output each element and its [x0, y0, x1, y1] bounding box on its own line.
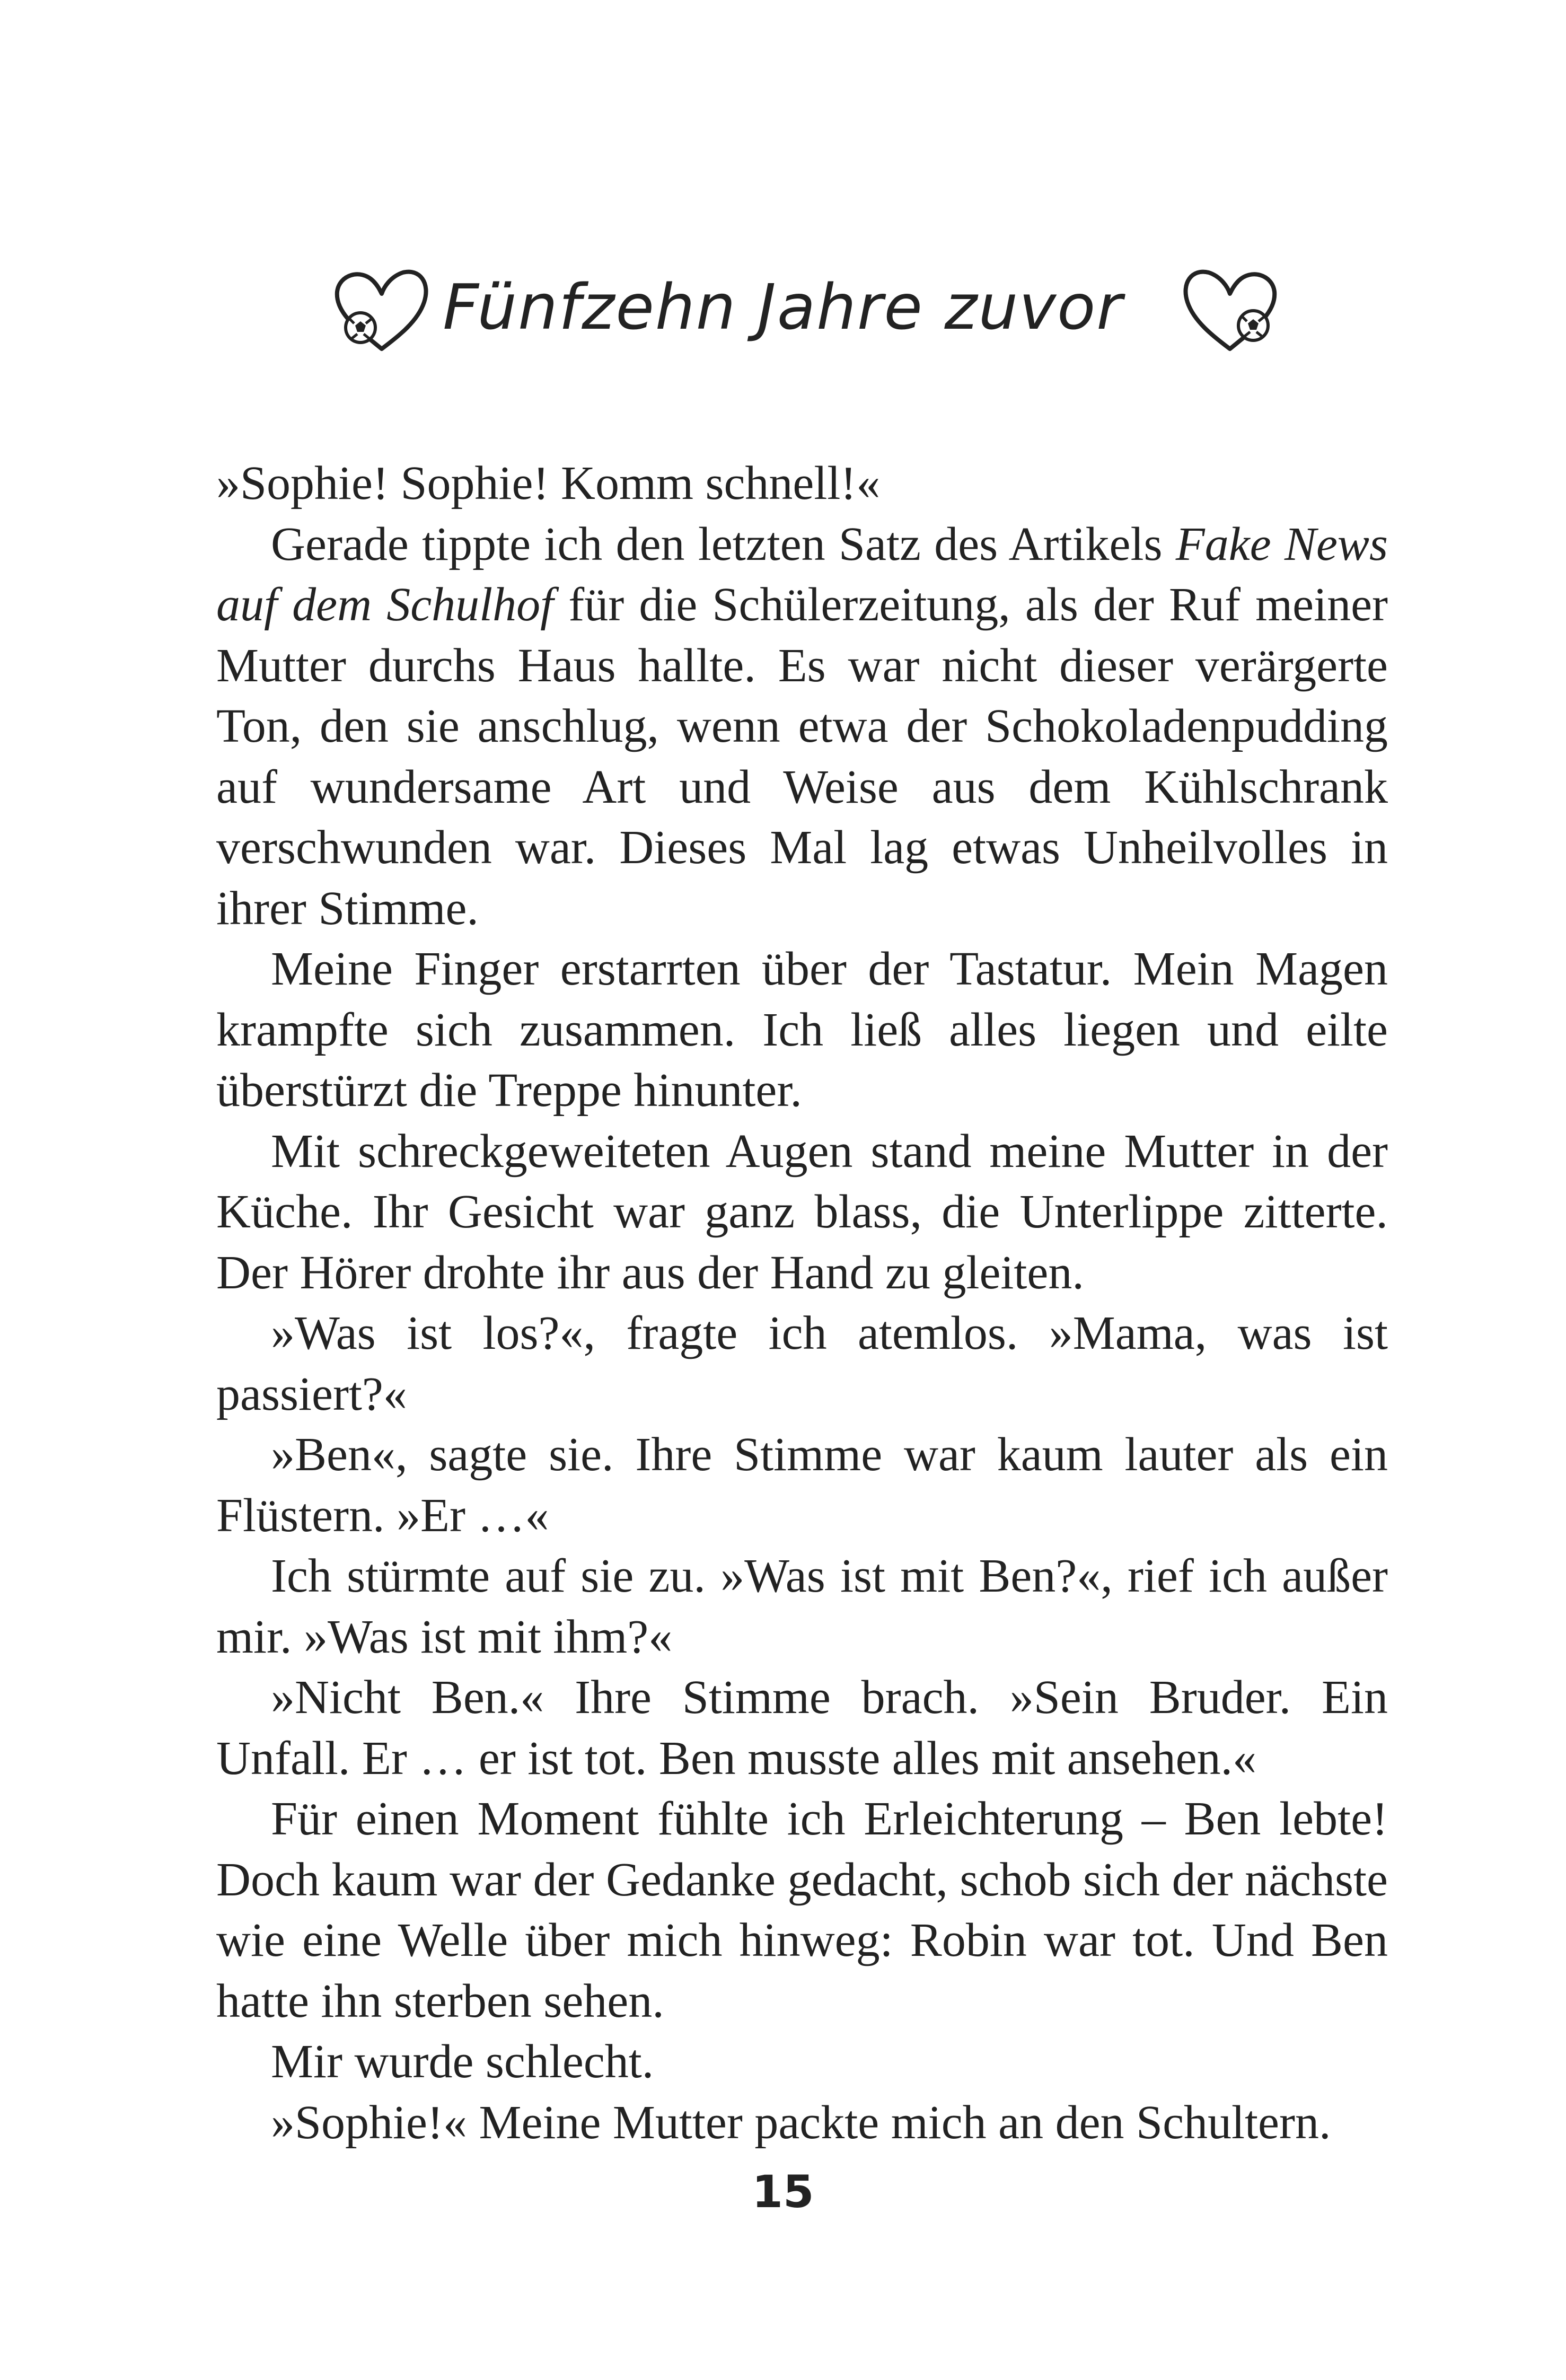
paragraph: Gerade tippte ich den letzten Satz des Artikels Fake News auf dem Schulhof für die Schülerzeitung, als der Ruf meiner Mutter durchs Haus hallte. Es war nicht dieser verärgerte Ton, den sie anschlug, wenn etwa der Schokoladenpudding auf wundersame Art und Weise aus dem Kühlschrank verschwunden war. Dieses Mal lag etwas Unheilvolles in ihrer Stimme.: [216, 517, 1388, 935]
paragraph: »Was ist los?«, fragte ich atemlos. »Mama, was ist passiert?«: [216, 1307, 1388, 1420]
page-number: 15: [752, 2166, 814, 2218]
chapter-body-text: [216, 453, 1388, 2153]
paragraph: »Sophie!« Meine Mutter packte mich an den Schultern.: [271, 2096, 1331, 2149]
heart-soccer-ball-icon: [1177, 260, 1283, 366]
paragraph: Mit schreckgeweiteten Augen stand meine Mutter in der Küche. Ihr Gesicht war ganz blass, die Unterlippe zitterte. Der Hörer drohte ihr aus der Hand zu gleiten.: [216, 1125, 1388, 1299]
paragraph: Mir wurde schlecht.: [271, 2035, 654, 2088]
paragraph: Ich stürmte auf sie zu. »Was ist mit Ben?«, rief ich außer mir. »Was ist mit ihm?«: [216, 1550, 1388, 1663]
paragraph: Für einen Moment fühlte ich Erleichterung – Ben lebte! Doch kaum war der Gedanke gedacht, schob sich der nächste wie eine Welle über mich hinweg: Robin war tot. Und Ben hatte ihn sterben sehen.: [216, 1793, 1388, 2027]
article-title: Fake News auf dem Schulhof: [216, 517, 1388, 631]
paragraph: »Ben«, sagte sie. Ihre Stimme war kaum lauter als ein Flüstern. »Er …«: [216, 1428, 1388, 1542]
paragraph: »Nicht Ben.« Ihre Stimme brach. »Sein Bruder. Ein Unfall. Er … er ist tot. Ben musste alles mit ansehen.«: [216, 1671, 1388, 1785]
paragraph: »Sophie! Sophie! Komm schnell!«: [216, 457, 881, 510]
chapter-title: Fünfzehn Jahre zuvor: [443, 270, 1123, 344]
chapter-header: [0, 239, 1566, 376]
paragraph: Meine Finger erstarrten über der Tastatur. Mein Magen krampfte sich zusammen. Ich ließ alles liegen und eilte überstürzt die Treppe hinunter.: [216, 943, 1388, 1117]
